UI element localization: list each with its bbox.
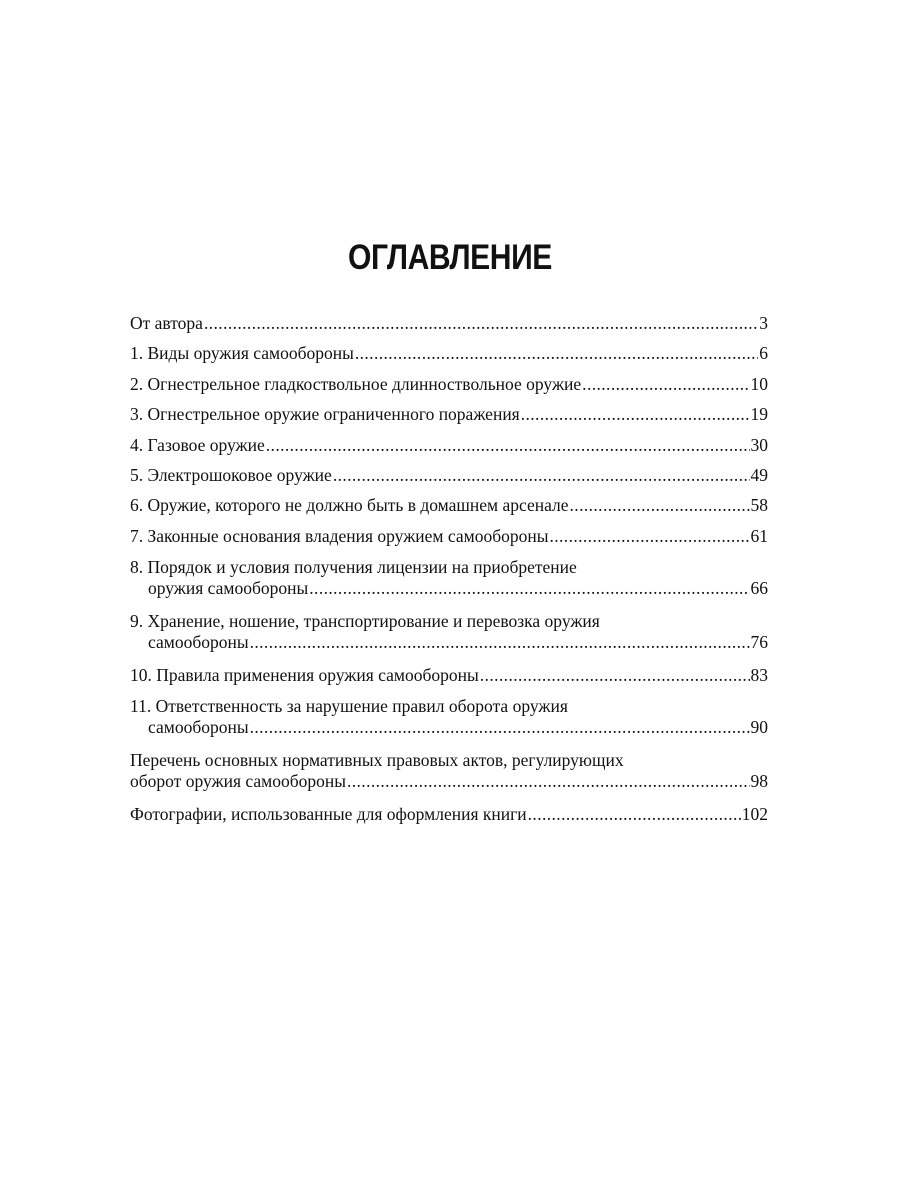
toc-entry-title-continuation: оборот оружия самообороны (130, 771, 346, 792)
page-title: ОГЛАВЛЕНИЕ (348, 238, 552, 277)
toc-page-number: 61 (750, 525, 768, 546)
toc-entry-from-author (130, 313, 768, 334)
dot-leader (333, 465, 750, 486)
dot-leader (204, 313, 758, 334)
toc-entry-title: 11. Ответственность за нарушение правил оборота оружия (130, 696, 568, 717)
toc-entry-chapter-4 (130, 435, 768, 456)
dot-leader (549, 526, 749, 547)
toc-page-number: 76 (750, 632, 768, 653)
toc-entry-title-continuation: самообороны (148, 632, 249, 653)
dot-leader (250, 632, 750, 653)
dot-leader (521, 404, 750, 425)
toc-entry-title: Фотографии, использованные для оформления книги (130, 803, 527, 824)
toc-page-number: 98 (750, 771, 768, 792)
toc-entry-chapter-10 (130, 665, 768, 686)
toc-entry-title: 10. Правила применения оружия самообороны (130, 664, 479, 685)
toc-entry-title-continuation: оружия самообороны (148, 578, 309, 599)
dot-leader (250, 717, 750, 738)
toc-page-number: 30 (750, 434, 768, 455)
toc-entry-chapter-11 (130, 695, 768, 738)
toc-entry-photographs (130, 804, 768, 825)
toc-page-number: 49 (750, 464, 768, 485)
toc-entry-title: 2. Огнестрельное гладкоствольное длинноствольное оружие (130, 373, 582, 394)
toc-entry-chapter-1 (130, 343, 768, 364)
dot-leader (347, 771, 750, 792)
toc-entry-title: 3. Огнестрельное оружие ограниченного поражения (130, 404, 520, 425)
toc-entry-legal-acts (130, 749, 768, 792)
toc-entry-title: 6. Оружие, которого не должно быть в домашнем арсенале (130, 495, 569, 516)
toc-entry-title: 5. Электрошоковое оружие (130, 464, 332, 485)
dot-leader (309, 578, 749, 599)
dot-leader (570, 495, 750, 516)
toc-entry-title: 7. Законные основания владения оружием самообороны (130, 525, 549, 546)
toc-page-number: 66 (750, 578, 768, 599)
toc-entry-chapter-6 (130, 495, 768, 516)
dot-leader (480, 665, 750, 686)
toc-entry-title: 1. Виды оружия самообороны (130, 343, 354, 364)
dot-leader (355, 343, 758, 364)
toc-entry-chapter-3 (130, 404, 768, 425)
toc-entry-title-continuation: самообороны (148, 717, 249, 738)
toc-page-number: 10 (750, 373, 768, 394)
toc-entry-chapter-5 (130, 465, 768, 486)
toc-entry-title: Перечень основных нормативных правовых актов, регулирующих (130, 750, 624, 771)
toc-page-number: 6 (759, 343, 768, 364)
dot-leader (266, 435, 750, 456)
dot-leader (528, 804, 741, 825)
toc-page-number: 83 (750, 664, 768, 685)
toc-entry-chapter-2 (130, 374, 768, 395)
table-of-contents (130, 313, 768, 834)
toc-entry-title: 9. Хранение, ношение, транспортирование и перевозка оружия (130, 611, 600, 632)
toc-page-number: 19 (750, 404, 768, 425)
toc-entry-title: От автора (130, 313, 203, 333)
dot-leader (582, 374, 749, 395)
toc-page-number: 90 (750, 717, 768, 738)
toc-entry-chapter-8 (130, 556, 768, 599)
toc-page-number: 3 (759, 313, 768, 333)
toc-page-number: 102 (741, 803, 768, 824)
toc-entry-title: 4. Газовое оружие (130, 434, 265, 455)
toc-entry-title: 8. Порядок и условия получения лицензии на приобретение (130, 557, 577, 578)
toc-page-number: 58 (750, 495, 768, 516)
toc-entry-chapter-7 (130, 526, 768, 547)
toc-entry-chapter-9 (130, 610, 768, 653)
